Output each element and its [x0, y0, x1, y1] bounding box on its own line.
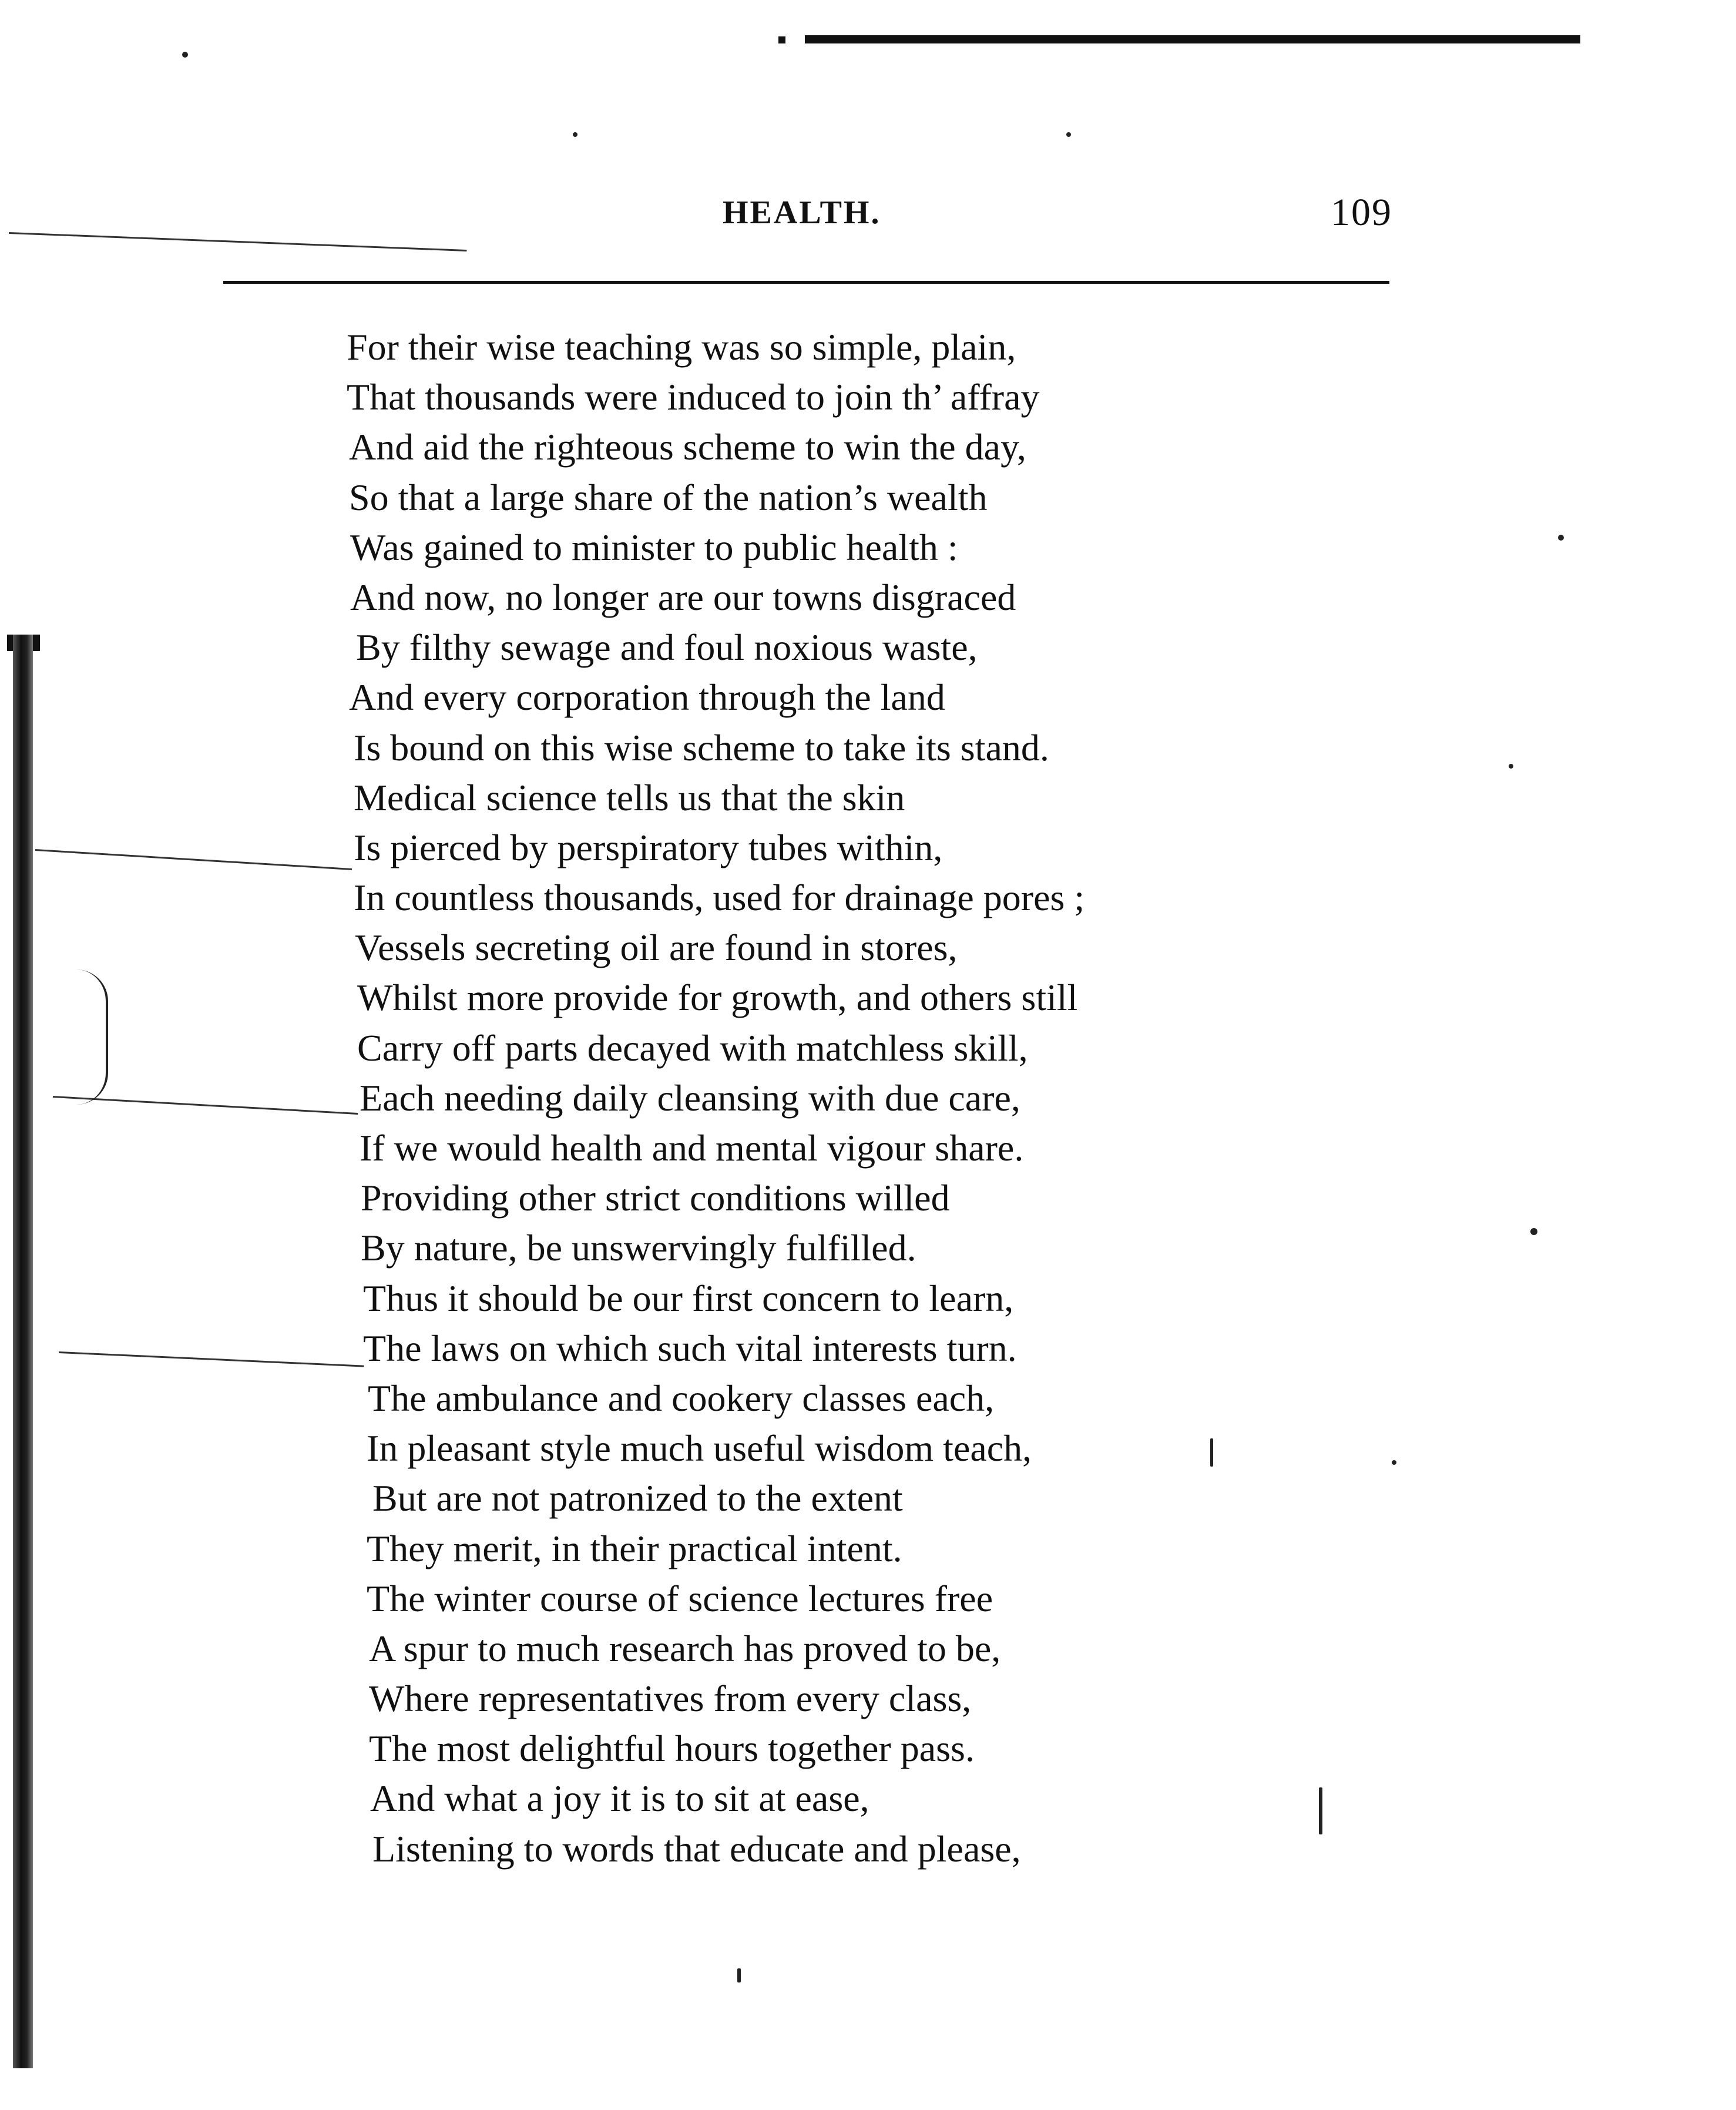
poem-text: [347, 322, 1345, 1874]
running-title: HEALTH.: [723, 194, 881, 231]
poem-line: Each needing daily cleansing with due care,: [360, 1076, 1020, 1119]
poem-line: And aid the righteous scheme to win the day,: [349, 426, 1026, 468]
poem-line: Whilst more provide for growth, and others still: [357, 977, 1078, 1019]
poem-line: Is bound on this wise scheme to take its stand.: [354, 726, 1049, 769]
scan-mark: [778, 36, 785, 43]
poem-line: And what a joy it is to sit at ease,: [370, 1777, 869, 1820]
running-head: [223, 191, 1392, 247]
poem-line: Carry off parts decayed with matchless skill,: [357, 1027, 1028, 1069]
scan-speck: [573, 132, 577, 137]
scan-speck: [182, 52, 188, 58]
top-rule: [805, 35, 1580, 43]
poem-line: Providing other strict conditions willed: [361, 1177, 950, 1219]
poem-line: Is pierced by perspiratory tubes within,: [354, 826, 943, 868]
poem-line: The winter course of science lectures free: [367, 1577, 993, 1619]
pencil-mark: [53, 1096, 358, 1115]
poem-line: Where representatives from every class,: [369, 1678, 972, 1720]
page-number: 109: [1331, 191, 1392, 234]
poem-line: In pleasant style much useful wisdom teach,: [367, 1427, 1032, 1470]
pencil-mark: [59, 1351, 364, 1367]
scan-speck: [1392, 1460, 1396, 1465]
poem-line: Was gained to minister to public health :: [350, 526, 958, 568]
poem-line: And every corporation through the land: [349, 676, 945, 719]
poem-line: The most delightful hours together pass.: [369, 1727, 975, 1770]
poem-line: If we would health and mental vigour share.: [360, 1127, 1024, 1169]
scan-speck: [1066, 132, 1071, 137]
poem-line: For their wise teaching was so simple, plain,: [347, 326, 1016, 368]
poem-line: They merit, in their practical intent.: [367, 1527, 902, 1569]
poem-line: The laws on which such vital interests turn.: [363, 1327, 1017, 1369]
poem-line: Thus it should be our first concern to learn,: [363, 1277, 1014, 1319]
poem-line: So that a large share of the nation’s wealth: [349, 476, 988, 518]
header-rule: [223, 281, 1389, 284]
poem-line: A spur to much research has proved to be,: [369, 1627, 1001, 1669]
scan-speck: [1530, 1228, 1537, 1235]
poem-line: By nature, be unswervingly fulfilled.: [361, 1227, 916, 1269]
poem-line: And now, no longer are our towns disgraced: [350, 576, 1016, 618]
poem-line: That thousands were induced to join th’ affray: [347, 376, 1040, 418]
pencil-brace: [76, 970, 108, 1105]
binding-edge: [13, 635, 33, 2068]
poem-line: The ambulance and cookery classes each,: [368, 1377, 995, 1419]
poem-line: Medical science tells us that the skin: [354, 776, 905, 818]
poem-line: But are not patronized to the extent: [372, 1477, 903, 1519]
poem-line: Listening to words that educate and please,: [372, 1827, 1021, 1870]
poem-line: In countless thousands, used for drainage pores ;: [354, 877, 1085, 919]
poem-line: Vessels secreting oil are found in stores,: [355, 927, 958, 969]
scan-speck: [1509, 764, 1513, 769]
scan-speck: [737, 1968, 741, 1982]
pencil-mark: [35, 849, 352, 870]
scan-speck: [1558, 535, 1564, 541]
poem-line: By filthy sewage and foul noxious waste,: [356, 626, 978, 669]
